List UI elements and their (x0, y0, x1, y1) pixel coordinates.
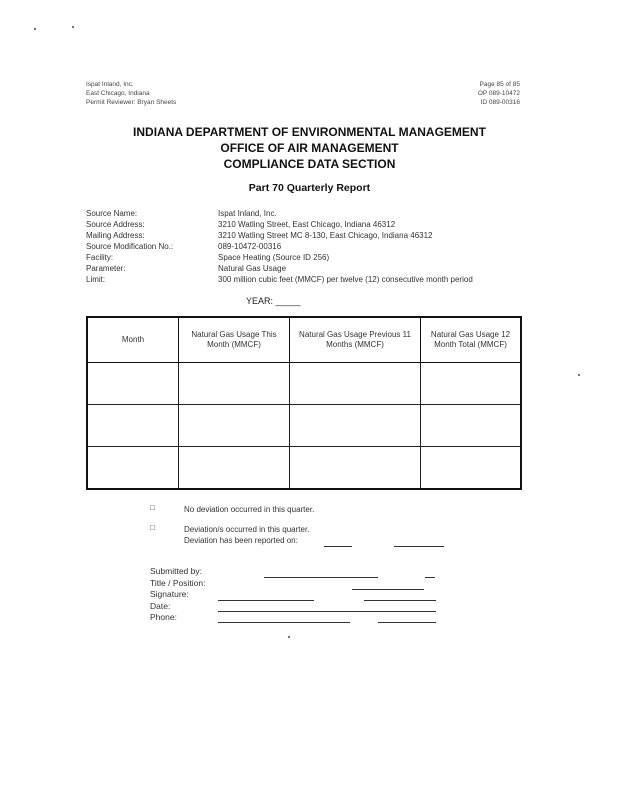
header-page: Page 85 of 85 (479, 81, 520, 88)
title-position-line[interactable] (352, 589, 424, 590)
source-info-labels (86, 208, 173, 285)
date-line[interactable] (218, 611, 436, 612)
signature-line[interactable] (218, 600, 314, 601)
title-section: COMPLIANCE DATA SECTION (223, 157, 396, 171)
label-facility: Facility: (86, 253, 114, 262)
label-signature: Signature: (150, 589, 189, 599)
cell-this-month-1[interactable] (179, 363, 290, 405)
header-month: Month (87, 317, 179, 363)
no-deviation-label: No deviation occurred in this quarter. (184, 505, 315, 514)
scan-speck (72, 26, 74, 28)
value-source-address: 3210 Watling Street, East Chicago, Indiana 46312 (218, 220, 396, 229)
header-location: East Chicago, Indiana (86, 90, 150, 97)
cell-previous-1[interactable] (290, 363, 421, 405)
cell-total-2[interactable] (421, 405, 522, 447)
label-source-modification: Source Modification No.: (86, 242, 174, 251)
submitted-by-line-end[interactable] (425, 577, 435, 578)
value-limit: 300 million cubic feet (MMCF) per twelve (12) consecutive month period (218, 275, 473, 284)
value-parameter: Natural Gas Usage (218, 264, 287, 273)
cell-previous-3[interactable] (290, 447, 421, 490)
header-12-month-total: Natural Gas Usage 12 Month Total (MMCF) (421, 317, 522, 363)
value-source-modification: 089-10472-00316 (218, 242, 282, 251)
report-title: Part 70 Quarterly Report (248, 182, 371, 194)
cell-total-1[interactable] (421, 363, 522, 405)
label-parameter: Parameter: (86, 264, 126, 273)
header-this-month: Natural Gas Usage This Month (MMCF) (179, 317, 290, 363)
deviation-reported-label: Deviation has been reported on: (184, 536, 298, 545)
header-plant-id: ID 089-00316 (480, 99, 520, 106)
cell-month-1[interactable] (87, 363, 179, 405)
scan-speck (578, 374, 580, 376)
header-op-number: OP 089-10472 (477, 90, 520, 97)
signature-line-end[interactable] (364, 600, 436, 601)
cell-previous-2[interactable] (290, 405, 421, 447)
label-date: Date: (150, 600, 171, 611)
label-limit: Limit: (86, 275, 106, 284)
quarterly-report-table (86, 316, 522, 490)
cell-this-month-3[interactable] (179, 447, 290, 490)
label-phone: Phone: (150, 612, 177, 622)
label-submitted-by: Submitted by: (150, 566, 202, 576)
deviation-label: Deviation/s occurred in this quarter. (184, 525, 310, 534)
header-company: Ispat Inland, Inc. (86, 81, 134, 88)
header-previous-11-months: Natural Gas Usage Previous 11 Months (MMCF) (290, 317, 421, 363)
header-reviewer: Permit Reviewer: Bryan Sheets (86, 99, 177, 106)
title-office: OFFICE OF AIR MANAGEMENT (220, 141, 399, 155)
scan-speck (288, 636, 290, 638)
table-header-row (87, 317, 521, 363)
submitted-by-line[interactable] (264, 577, 378, 578)
table-row (87, 447, 521, 490)
header-left-block (86, 80, 176, 107)
phone-line-end[interactable] (378, 622, 436, 623)
label-source-address: Source Address: (86, 220, 145, 229)
table-row (87, 363, 521, 405)
deviation-checkbox[interactable]: □ (150, 523, 155, 532)
label-mailing-address: Mailing Address: (86, 231, 145, 240)
value-source-name: Ispat Inland, Inc. (218, 209, 277, 218)
table-row (87, 405, 521, 447)
no-deviation-checkbox[interactable]: □ (150, 503, 155, 512)
year-field[interactable]: YEAR: _____ (246, 296, 301, 306)
source-info-values (218, 208, 473, 285)
header-right-block (420, 80, 520, 107)
title-department: INDIANA DEPARTMENT OF ENVIRONMENTAL MANAGEMENT (133, 125, 486, 139)
deviation-date-line[interactable] (324, 546, 352, 547)
phone-line[interactable] (218, 622, 350, 623)
cell-total-3[interactable] (421, 447, 522, 490)
cell-month-3[interactable] (87, 447, 179, 490)
value-facility: Space Heating (Source ID 256) (218, 253, 330, 262)
scan-speck (34, 28, 36, 30)
value-mailing-address: 3210 Watling Street MC 8-130, East Chicago, Indiana 46312 (218, 231, 433, 240)
deviation-date-line-2[interactable] (394, 546, 444, 547)
label-source-name: Source Name: (86, 209, 138, 218)
submission-labels (150, 566, 205, 624)
label-title-position: Title / Position: (150, 577, 206, 588)
cell-month-2[interactable] (87, 405, 179, 447)
cell-this-month-2[interactable] (179, 405, 290, 447)
